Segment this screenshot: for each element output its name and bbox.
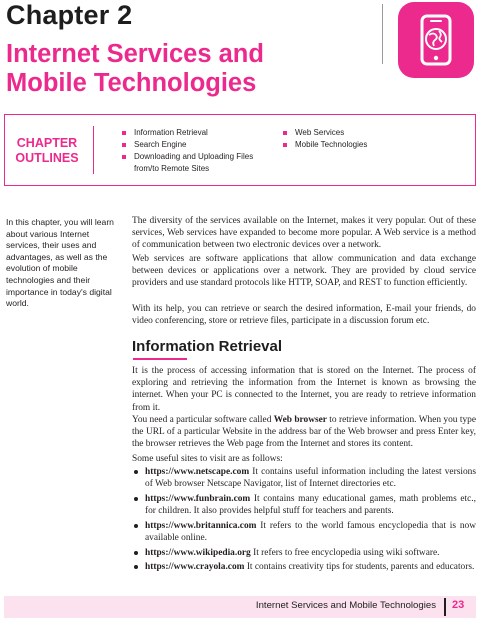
outline-item <box>283 139 433 151</box>
site-item <box>132 547 476 559</box>
intro-paragraph: The diversity of the services available on the Internet, makes it very popular. Out of these services, Web services have expanded to become more popular. A Web service is a method of communication between two electronic devices over a network. <box>132 216 476 251</box>
intro-paragraph: Web services are software applications that allow communication and data exchange between devices or applications over a network. They are provided by cloud service providers and use standard protocols like HTTP, SOAP, and REST to function efficiently. <box>132 254 476 289</box>
site-item <box>132 466 476 490</box>
bullet-icon <box>122 143 126 147</box>
page-number: 23 <box>452 599 465 611</box>
outline-item-label: Web Services <box>295 128 345 137</box>
bullet-icon <box>283 143 287 147</box>
site-description: It contains creativity tips for students, parents and educators. <box>244 562 475 573</box>
bullet-icon <box>134 497 138 501</box>
outline-item <box>122 139 272 151</box>
bullet-icon <box>122 155 126 159</box>
bold-term: Web browser <box>273 415 327 425</box>
outline-item-label: Search Engine <box>134 140 187 149</box>
section-paragraph: It is the process of accessing information that is stored on the Internet. The process of exploring and retrieving the information from the Internet is known as browsing the internet. When your PC is connected to the Internet, you are ready to retrieve information from it. <box>132 366 476 413</box>
bullet-icon <box>122 131 126 135</box>
section-paragraph <box>132 414 476 451</box>
outline-item-label: Downloading and Uploading Files from/to Remote Sites <box>134 152 254 173</box>
outline-item <box>283 127 433 139</box>
site-description: It refers to free encyclopedia using wiki software. <box>250 547 440 558</box>
section-heading: Information Retrieval <box>132 338 283 355</box>
section-underline <box>133 358 187 360</box>
site-url: https://www.funbrain.com <box>145 493 251 504</box>
site-item <box>132 520 476 544</box>
bullet-icon <box>283 131 287 135</box>
text-run: You need a particular software called <box>132 415 274 425</box>
bullet-icon <box>134 551 138 555</box>
mobile-globe-icon <box>398 2 474 78</box>
text-run: to retrieve information. When you type the URL of a particular Website in the address bar of the Web browser and press Enter key, the browser retrieves the Web page from the Internet and stores its content. <box>132 415 476 450</box>
chapter-title: Internet Services and Mobile Technologies <box>6 40 264 97</box>
site-description: It refers to the world famous encyclopedia that is now available online. <box>145 520 476 544</box>
site-description: It contains many educational games, math problems etc., for children. It also provides helpful stuff for teachers and parents. <box>145 493 476 517</box>
outline-list-col1 <box>122 127 272 175</box>
site-url: https://www.netscape.com <box>145 467 250 477</box>
site-url: https://www.britannica.com <box>145 520 257 531</box>
outline-heading: CHAPTER OUTLINES <box>15 136 79 165</box>
outline-list-col2 <box>283 127 433 151</box>
bullet-icon <box>134 470 138 474</box>
site-item <box>132 561 476 573</box>
site-url: https://www.wikipedia.org <box>145 547 251 558</box>
section-paragraph: Some useful sites to visit are as follows: <box>132 454 283 464</box>
bullet-icon <box>134 565 138 569</box>
side-note: In this chapter, you will learn about various Internet services, their uses and advantages, as well as the evolution of mobile technologies and their importance in today's digital world. <box>6 217 114 309</box>
site-item <box>132 493 476 517</box>
footer-title: Internet Services and Mobile Technologies <box>255 600 436 611</box>
outline-item <box>122 127 272 139</box>
outline-item-label: Information Retrieval <box>134 128 208 137</box>
footer-divider <box>444 598 446 616</box>
outline-item <box>122 151 272 175</box>
bullet-icon <box>134 524 138 528</box>
header-divider <box>382 4 383 64</box>
outline-divider <box>93 126 94 174</box>
site-url: https://www.crayola.com <box>145 562 245 573</box>
site-description: It contains useful information including the latest versions of Web browser Netscape Navigator, list of Internet directories etc. <box>145 467 476 490</box>
chapter-number: Chapter 2 <box>6 0 133 30</box>
site-list <box>132 466 476 576</box>
intro-paragraph: With its help, you can retrieve or search the desired information, E-mail your friends, do video conferencing, store or retrieve files, participate in a discussion forum etc. <box>132 304 476 327</box>
outline-item-label: Mobile Technologies <box>295 140 368 149</box>
